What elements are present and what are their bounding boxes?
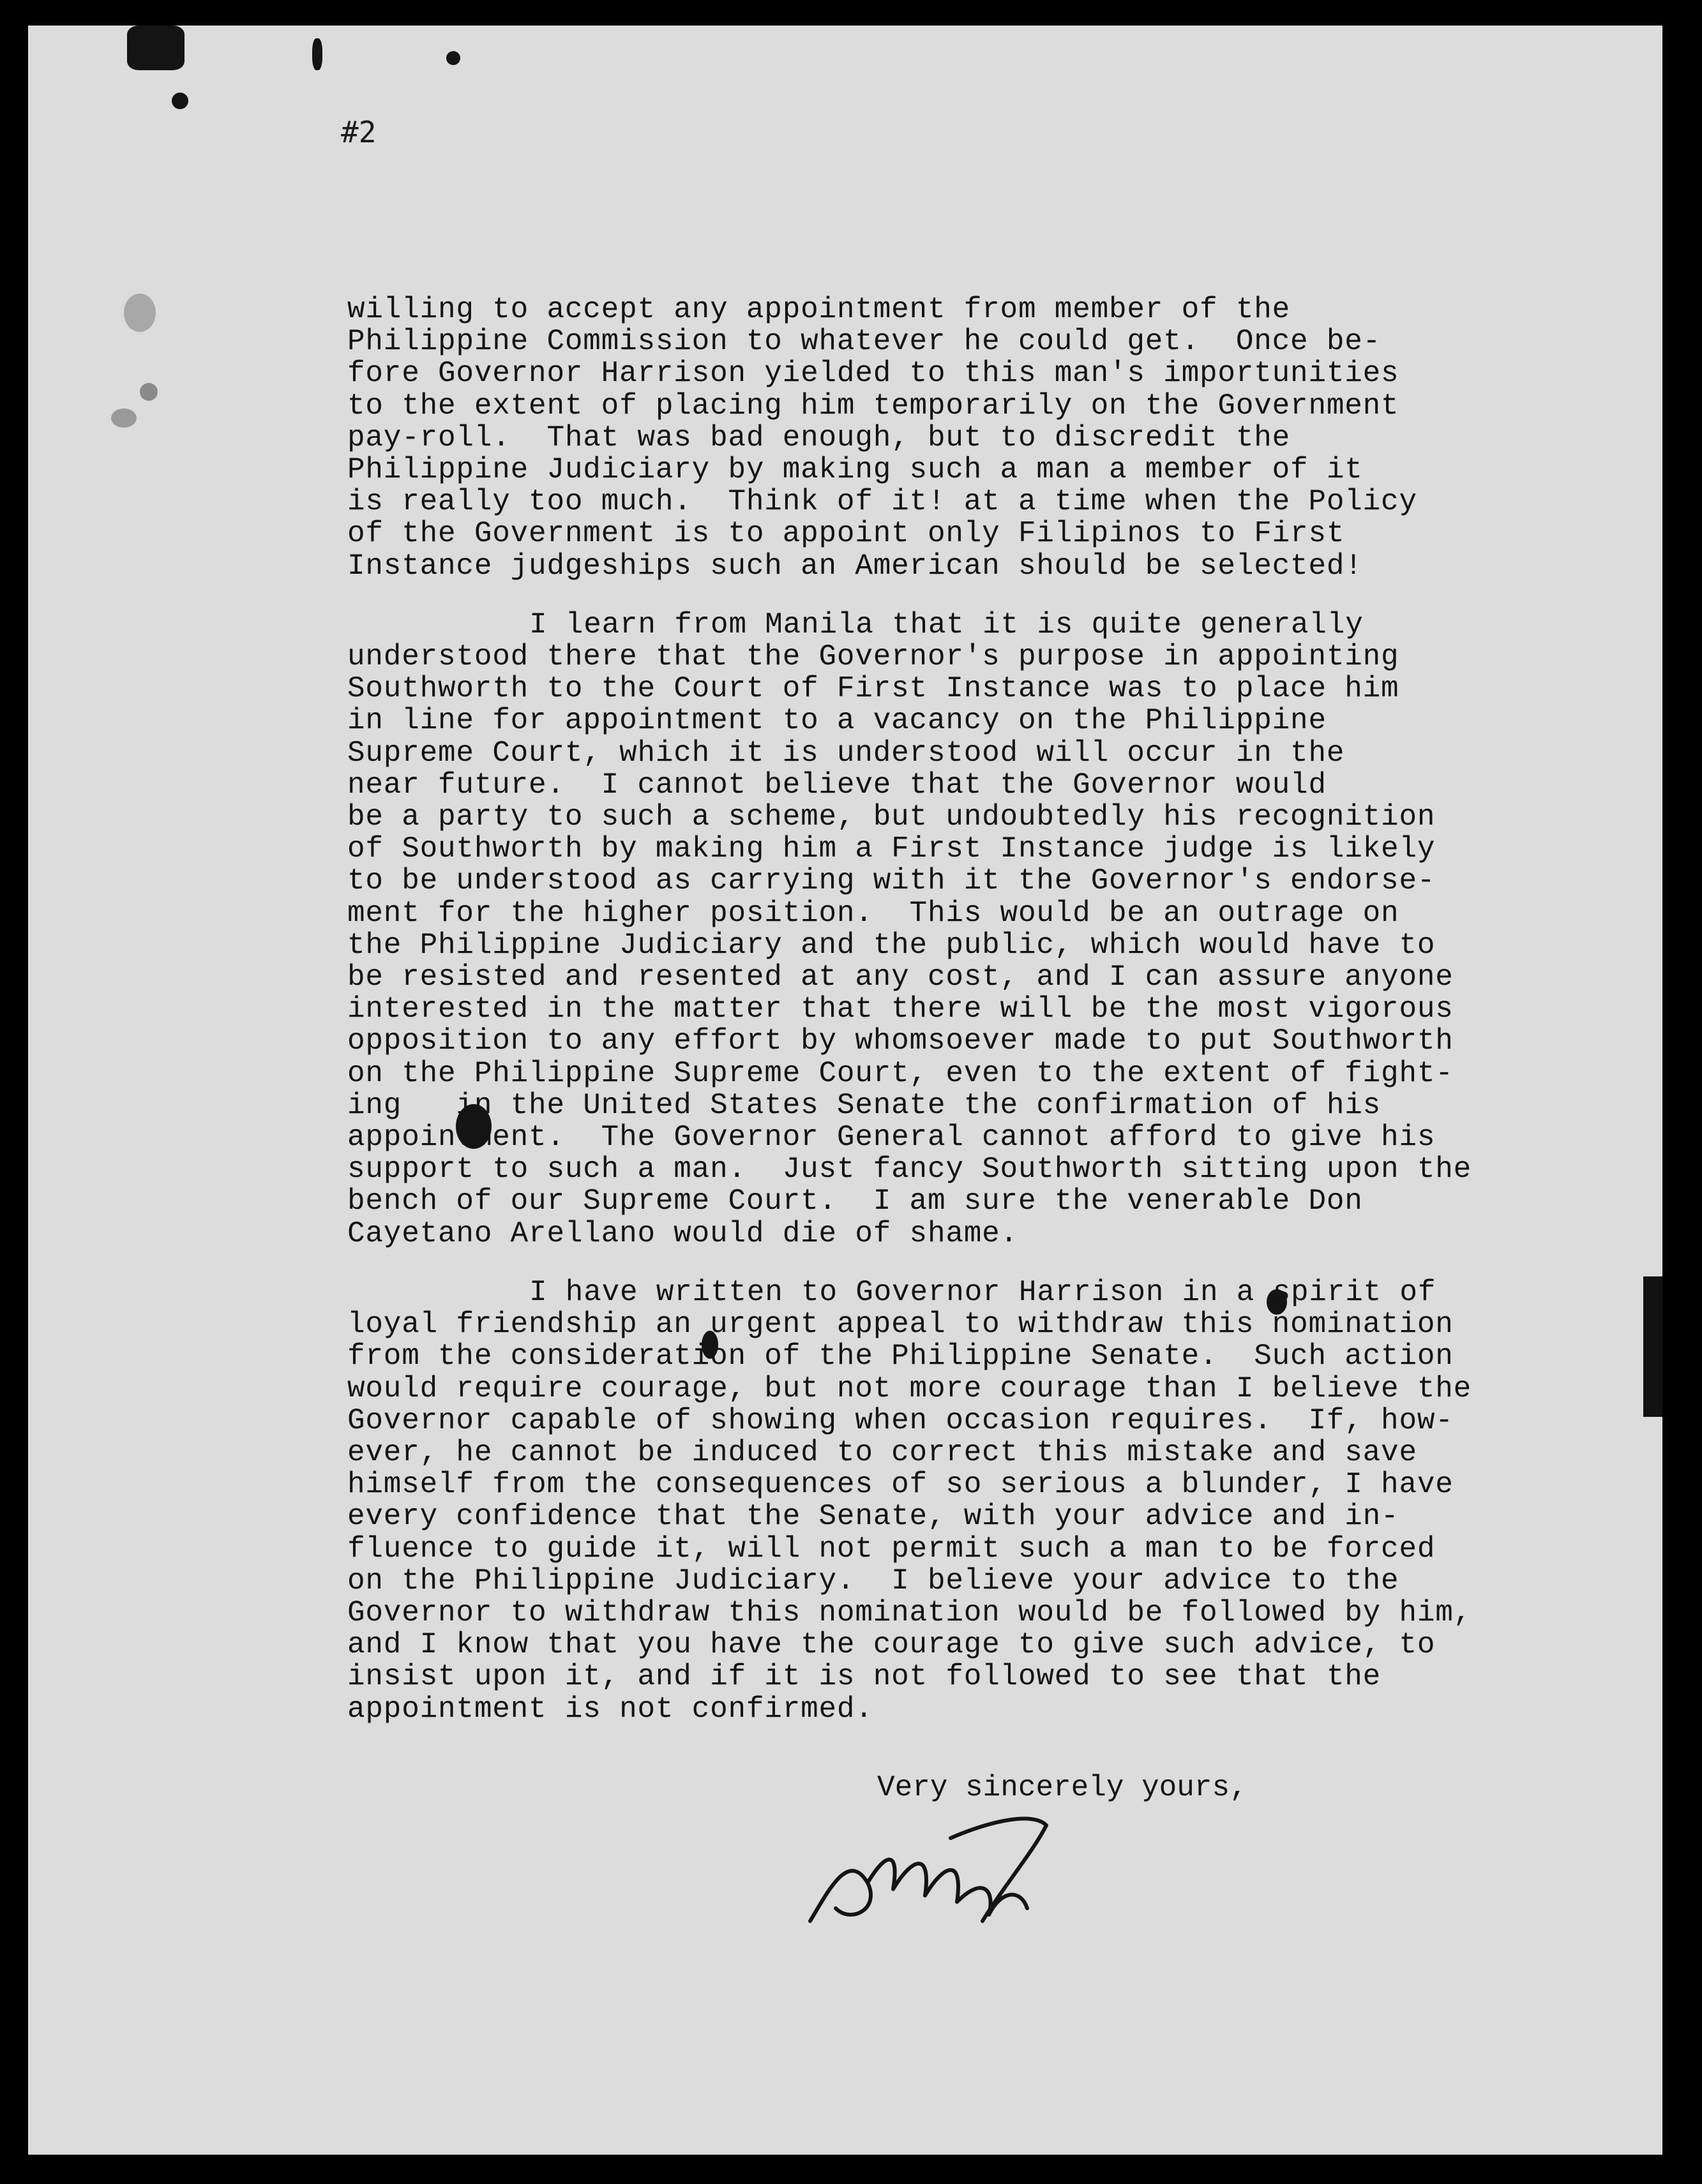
text-line: appointment is not confirmed. xyxy=(347,1692,873,1726)
text-line: be resisted and resented at any cost, and I can assure anyone xyxy=(347,961,1454,994)
text-line: loyal friendship an urgent appeal to withdraw this nomination xyxy=(347,1308,1454,1342)
text-line: appointment. The Governor General cannot afford to give his xyxy=(347,1121,1436,1155)
text-line: the Philippine Judiciary and the public, which would have to xyxy=(347,928,1436,962)
text-line: support to such a man. Just fancy Southworth sitting upon the xyxy=(347,1153,1472,1186)
text-line: Governor capable of showing when occasion requires. If, how- xyxy=(347,1403,1454,1437)
text-line: pay-roll. That was bad enough, but to discredit the xyxy=(347,421,1291,454)
text-line: ever, he cannot be induced to correct this mistake and save xyxy=(347,1435,1417,1469)
text-line: himself from the consequences of so serious a blunder, I have xyxy=(347,1468,1454,1502)
ink-blot xyxy=(446,51,460,65)
ink-blot xyxy=(124,294,156,332)
ink-blot xyxy=(172,93,188,109)
text-line: insist upon it, and if it is not followed to see that the xyxy=(347,1660,1382,1694)
text-line: near future. I cannot believe that the Governor would xyxy=(347,768,1327,802)
text-line: Supreme Court, which it is understood will occur in the xyxy=(347,736,1345,770)
page-number: #2 xyxy=(341,115,377,149)
text-line: interested in the matter that there will be the most vigorous xyxy=(347,992,1454,1026)
text-line: Governor to withdraw this nomination would be followed by him, xyxy=(347,1596,1472,1629)
text-line: to the extent of placing him temporarily on the Government xyxy=(347,389,1399,423)
text-line: Philippine Commission to whatever he could get. Once be- xyxy=(347,325,1382,359)
text-line: I have written to Governor Harrison in a spirit of xyxy=(529,1275,1436,1309)
text-line: bench of our Supreme Court. I am sure the venerable Don xyxy=(347,1185,1363,1218)
text-line: is really too much. Think of it! at a time when the Policy xyxy=(347,485,1417,519)
letter-page xyxy=(28,26,1662,2155)
ink-blot xyxy=(111,408,137,428)
signature xyxy=(791,1813,1072,1934)
text-line: I learn from Manila that it is quite generally xyxy=(529,608,1364,641)
text-line: ing in the United States Senate the confirmation of his xyxy=(347,1088,1382,1122)
text-line: Cayetano Arellano would die of shame. xyxy=(347,1216,1018,1250)
text-line: willing to accept any appointment from member of the xyxy=(347,293,1291,326)
text-line: on the Philippine Supreme Court, even to the extent of fight- xyxy=(347,1056,1454,1090)
text-line: every confidence that the Senate, with your advice and in- xyxy=(347,1500,1399,1534)
text-line: would require courage, but not more courage than I believe the xyxy=(347,1372,1472,1405)
text-line: on the Philippine Judiciary. I believe your advice to the xyxy=(347,1564,1399,1597)
text-line: Instance judgeships such an American should be selected! xyxy=(347,549,1363,583)
ink-blot xyxy=(127,26,185,70)
ink-blot xyxy=(140,383,158,401)
text-line: be a party to such a scheme, but undoubtedly his recognition xyxy=(347,800,1436,834)
text-line: opposition to any effort by whomsoever made to put Southworth xyxy=(347,1024,1454,1058)
text-line: to be understood as carrying with it the Governor's endorse- xyxy=(347,864,1436,898)
page-edge-tear xyxy=(1643,1276,1662,1417)
text-line: from the consideration of the Philippine Senate. Such action xyxy=(347,1340,1454,1373)
text-line: and I know that you have the courage to give such advice, to xyxy=(347,1628,1436,1662)
text-line: fluence to guide it, will not permit such a man to be forced xyxy=(347,1532,1436,1566)
paragraph xyxy=(347,294,1637,582)
text-line: Philippine Judiciary by making such a man a member of it xyxy=(347,453,1363,487)
text-line: of Southworth by making him a First Instance judge is likely xyxy=(347,832,1436,866)
paragraph xyxy=(347,609,1637,1250)
letter-body xyxy=(347,294,1637,1752)
ink-blot xyxy=(312,38,322,70)
paragraph xyxy=(347,1276,1637,1725)
text-line: Southworth to the Court of First Instance was to place him xyxy=(347,672,1399,706)
text-line: ment for the higher position. This would be an outrage on xyxy=(347,896,1399,930)
text-line: fore Governor Harrison yielded to this man's importunities xyxy=(347,357,1399,391)
closing: Very sincerely yours, xyxy=(877,1771,1247,1804)
text-line: in line for appointment to a vacancy on the Philippine xyxy=(347,704,1327,738)
text-line: understood there that the Governor's purpose in appointing xyxy=(347,640,1399,674)
text-line: of the Government is to appoint only Filipinos to First xyxy=(347,517,1345,551)
